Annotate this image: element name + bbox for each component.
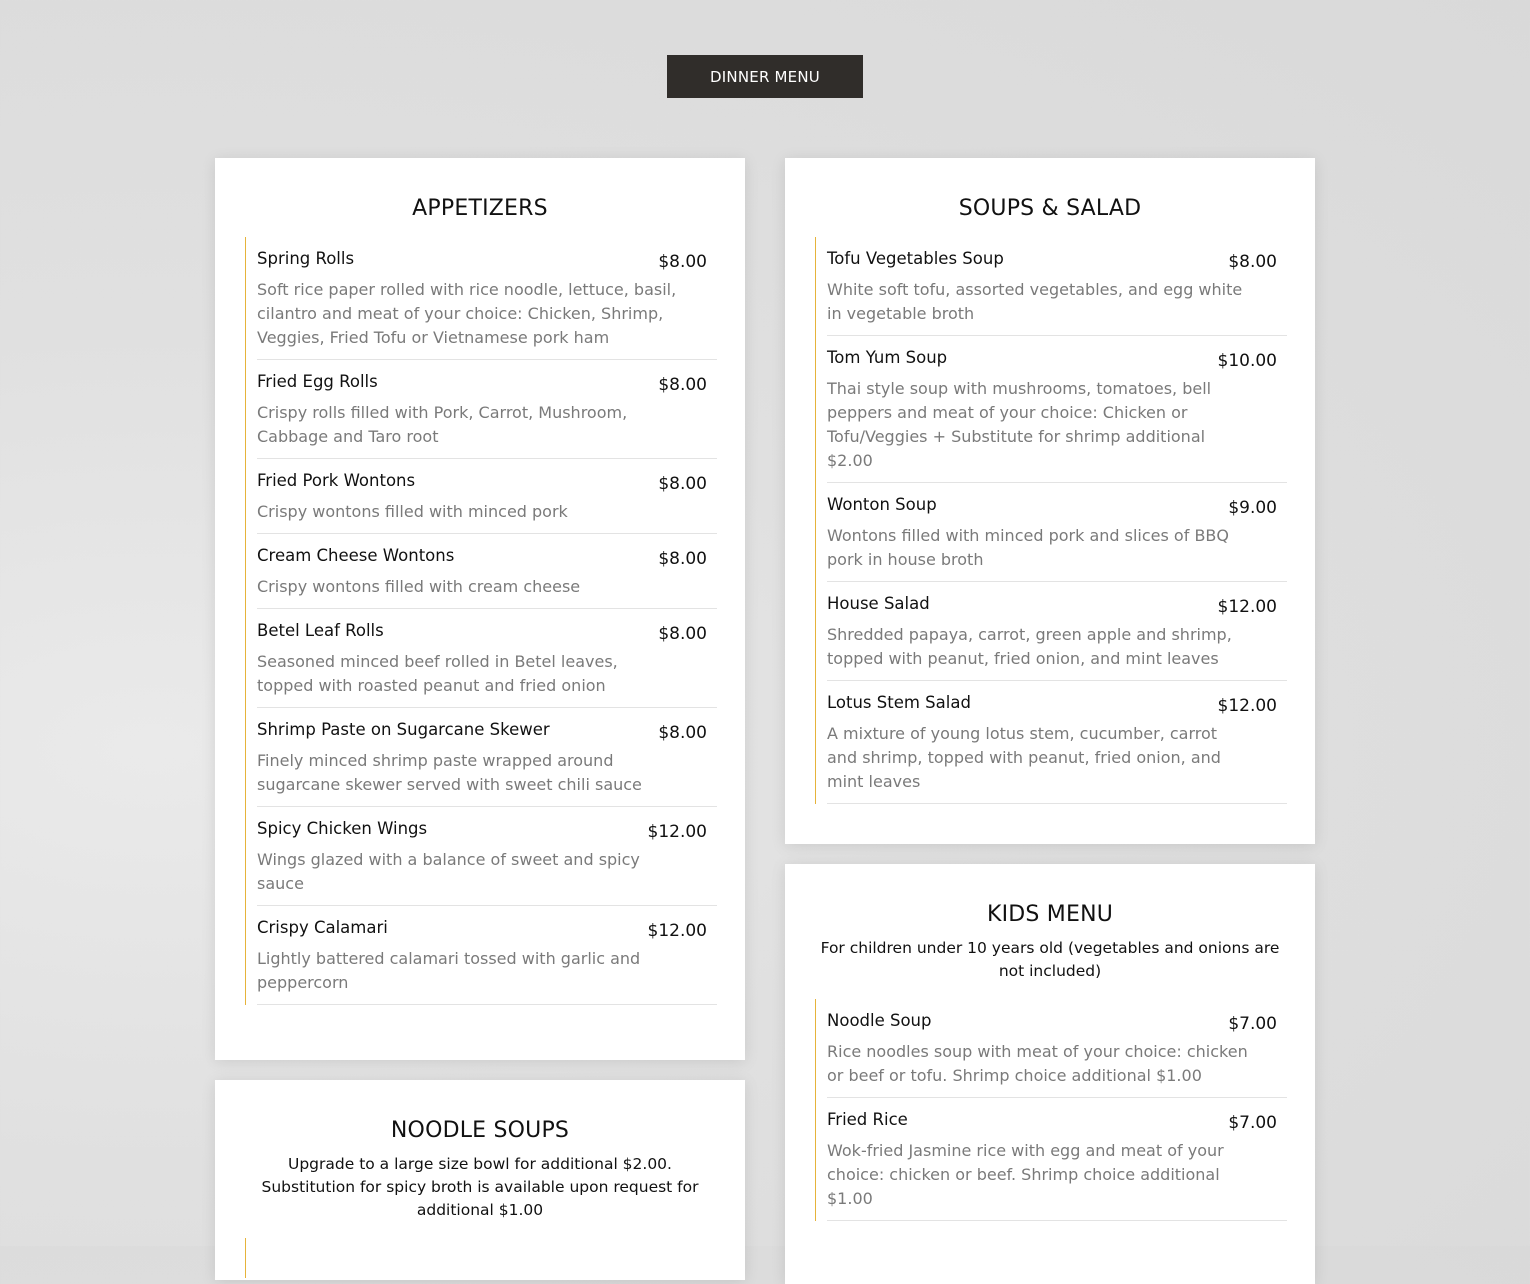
menu-item bbox=[827, 582, 1287, 681]
menu-item bbox=[257, 807, 717, 906]
menu-item-header bbox=[257, 918, 717, 941]
menu-item bbox=[827, 483, 1287, 582]
menu-item-description: Wings glazed with a balance of sweet and spicy sauce bbox=[257, 850, 640, 893]
menu-item-price: $12.00 bbox=[647, 921, 707, 941]
menu-item bbox=[827, 237, 1287, 336]
menu-item-description: Soft rice paper rolled with rice noodle, lettuce, basil, cilantro and meat of your choice: Chicken, Shrimp, Veggies, Fried Tofu or Vietnamese pork ham bbox=[257, 280, 677, 347]
menu-item-name: Wonton Soup bbox=[827, 495, 937, 514]
menu-item-price: $10.00 bbox=[1217, 351, 1277, 371]
menu-item-header bbox=[827, 693, 1287, 716]
kids-menu-note: For children under 10 years old (vegetables and onions are not included) bbox=[820, 939, 1280, 980]
menu-item-description: Wontons filled with minced pork and slices of BBQ pork in house broth bbox=[827, 526, 1229, 569]
appetizers-title: APPETIZERS bbox=[412, 196, 548, 221]
menu-item-header bbox=[257, 621, 717, 644]
menu-item-header bbox=[827, 1011, 1287, 1034]
menu-item-name: Cream Cheese Wontons bbox=[257, 546, 455, 565]
menu-item-price: $12.00 bbox=[1217, 597, 1277, 617]
menu-item-header bbox=[827, 1110, 1287, 1133]
noodle-soups-card bbox=[215, 1080, 745, 1280]
menu-item bbox=[827, 681, 1287, 804]
menu-item-description: Seasoned minced beef rolled in Betel leaves, topped with roasted peanut and fried onion bbox=[257, 652, 618, 695]
menu-item-description: Crispy wontons filled with cream cheese bbox=[257, 577, 581, 596]
menu-item bbox=[257, 609, 717, 708]
kids-menu-card bbox=[785, 864, 1315, 1284]
appetizers-card bbox=[215, 158, 745, 1060]
kids-menu-title: KIDS MENU bbox=[986, 902, 1114, 927]
menu-item-header bbox=[827, 594, 1287, 617]
menu-item-name: Crispy Calamari bbox=[257, 918, 388, 937]
menu-item-name: Fried Rice bbox=[827, 1110, 908, 1129]
menu-item-description: Thai style soup with mushrooms, tomatoes, bell peppers and meat of your choice: Chicken or Tofu/Veggies + Substitute for shrimp additional $2.00 bbox=[827, 379, 1212, 470]
menu-item-description: Finely minced shrimp paste wrapped around sugarcane skewer served with sweet chili sauce bbox=[257, 751, 642, 794]
menu-item-price: $8.00 bbox=[658, 375, 707, 395]
menu-item-header bbox=[257, 372, 717, 395]
menu-item bbox=[257, 459, 717, 534]
menu-item-description: Shredded papaya, carrot, green apple and shrimp, topped with peanut, fried onion, and mint leaves bbox=[827, 625, 1232, 668]
menu-item-price: $12.00 bbox=[1217, 696, 1277, 716]
menu-item bbox=[257, 237, 717, 360]
menu-item-description: A mixture of young lotus stem, cucumber, carrot and shrimp, topped with peanut, fried onion, and mint leaves bbox=[827, 724, 1221, 791]
soups-salad-card bbox=[785, 158, 1315, 844]
menu-item-name: Tom Yum Soup bbox=[827, 348, 948, 367]
soups-salad-title: SOUPS & SALAD bbox=[958, 196, 1142, 221]
menu-item-name: Fried Pork Wontons bbox=[257, 471, 416, 490]
soups-salad-list bbox=[815, 237, 1287, 804]
menu-item-header bbox=[257, 720, 717, 743]
menu-item bbox=[257, 708, 717, 807]
menu-item-description: Crispy rolls filled with Pork, Carrot, Mushroom, Cabbage and Taro root bbox=[257, 403, 628, 446]
menu-item-price: $9.00 bbox=[1228, 498, 1277, 518]
menu-item-name: Betel Leaf Rolls bbox=[257, 621, 384, 640]
menu-item-price: $8.00 bbox=[658, 624, 707, 644]
menu-item-price: $8.00 bbox=[1228, 252, 1277, 272]
kids-menu-list bbox=[815, 999, 1287, 1221]
menu-item-description: Crispy wontons filled with minced pork bbox=[257, 502, 568, 521]
noodle-soups-list bbox=[245, 1238, 717, 1278]
noodle-soups-title: NOODLE SOUPS bbox=[390, 1118, 570, 1143]
menu-item bbox=[257, 360, 717, 459]
menu-item-price: $8.00 bbox=[658, 723, 707, 743]
menu-item-price: $8.00 bbox=[658, 252, 707, 272]
menu-item-name: Lotus Stem Salad bbox=[827, 693, 971, 712]
menu-item-name: Spring Rolls bbox=[257, 249, 355, 268]
menu-item-description: Lightly battered calamari tossed with garlic and peppercorn bbox=[257, 949, 641, 992]
menu-item-header bbox=[257, 819, 717, 842]
menu-item-header bbox=[257, 249, 717, 272]
menu-item bbox=[257, 534, 717, 609]
menu-item-price: $7.00 bbox=[1228, 1113, 1277, 1133]
menu-item-header bbox=[827, 348, 1287, 371]
menu-item bbox=[827, 999, 1287, 1098]
menu-item bbox=[257, 906, 717, 1005]
menu-item-name: Fried Egg Rolls bbox=[257, 372, 378, 391]
menu-item-name: Spicy Chicken Wings bbox=[257, 819, 428, 838]
menu-item-name: Noodle Soup bbox=[827, 1011, 932, 1030]
dinner-menu-tab[interactable]: DINNER MENU bbox=[667, 55, 863, 98]
menu-item-header bbox=[257, 546, 717, 569]
menu-item-name: Tofu Vegetables Soup bbox=[827, 249, 1004, 268]
menu-item-header bbox=[827, 495, 1287, 518]
menu-item-price: $7.00 bbox=[1228, 1014, 1277, 1034]
menu-item-header bbox=[257, 471, 717, 494]
menu-item-name: Shrimp Paste on Sugarcane Skewer bbox=[257, 720, 550, 739]
appetizers-list bbox=[245, 237, 717, 1005]
menu-item-price: $8.00 bbox=[658, 549, 707, 569]
menu-item-price: $8.00 bbox=[658, 474, 707, 494]
menu-item-name: House Salad bbox=[827, 594, 930, 613]
menu-item-description: Rice noodles soup with meat of your choice: chicken or beef or tofu. Shrimp choice additional $1.00 bbox=[827, 1042, 1248, 1085]
menu-item bbox=[827, 336, 1287, 483]
menu-item-header bbox=[827, 249, 1287, 272]
menu-item-description: White soft tofu, assorted vegetables, and egg white in vegetable broth bbox=[827, 280, 1243, 323]
menu-item-description: Wok-fried Jasmine rice with egg and meat of your choice: chicken or beef. Shrimp choice additional $1.00 bbox=[827, 1141, 1224, 1208]
menu-item bbox=[827, 1098, 1287, 1221]
menu-item-price: $12.00 bbox=[647, 822, 707, 842]
noodle-soups-note: Upgrade to a large size bowl for additional $2.00. Substitution for spicy broth is available upon request for additional $1.00 bbox=[261, 1155, 699, 1219]
